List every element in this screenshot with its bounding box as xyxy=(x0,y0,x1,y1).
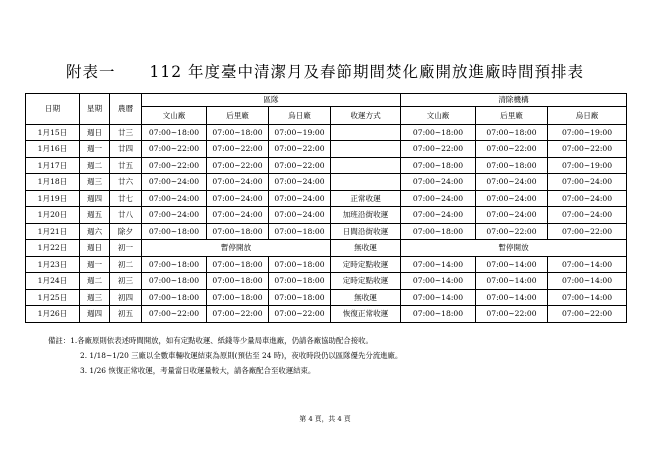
table-row xyxy=(26,256,627,273)
table-cell: 07:00~18:00 xyxy=(207,273,269,290)
table-row xyxy=(26,141,627,158)
table-cell: 暫停開放 xyxy=(401,240,627,257)
table-cell: 無收運 xyxy=(331,240,401,257)
table-cell: 07:00~18:00 xyxy=(269,289,331,306)
table-cell: 週三 xyxy=(80,174,110,191)
table-cell: 07:00~14:00 xyxy=(476,273,548,290)
table-cell: 07:00~24:00 xyxy=(548,190,627,207)
table-cell: 07:00~24:00 xyxy=(401,190,476,207)
table-cell: 廿七 xyxy=(110,190,142,207)
table-cell: 初一 xyxy=(110,240,142,257)
table-cell: 初三 xyxy=(110,273,142,290)
table-row xyxy=(26,157,627,174)
table-cell: 定時定點收運 xyxy=(331,256,401,273)
table-cell: 初五 xyxy=(110,306,142,323)
notes xyxy=(48,333,402,378)
table-cell: 07:00~24:00 xyxy=(142,207,207,224)
table-header-row xyxy=(26,94,627,107)
table-cell xyxy=(331,141,401,158)
table-cell: 07:00~24:00 xyxy=(207,174,269,191)
table-row xyxy=(26,124,627,141)
table-cell: 07:00~18:00 xyxy=(476,124,548,141)
table-cell: 07:00~18:00 xyxy=(142,289,207,306)
table-cell: 廿四 xyxy=(110,141,142,158)
table-cell: 廿五 xyxy=(110,157,142,174)
table-cell: 07:00~24:00 xyxy=(548,174,627,191)
table-cell: 1月18日 xyxy=(26,174,80,191)
table-cell: 07:00~22:00 xyxy=(142,306,207,323)
header-plant: 文山廠 xyxy=(401,106,476,124)
table-cell: 07:00~24:00 xyxy=(401,174,476,191)
page-footer: 第 4 頁，共 4 頁 xyxy=(299,415,351,423)
table-row xyxy=(26,174,627,191)
table-cell: 07:00~22:00 xyxy=(476,306,548,323)
table-cell: 廿三 xyxy=(110,124,142,141)
table-cell: 初四 xyxy=(110,289,142,306)
header-collection-method: 收運方式 xyxy=(331,106,401,124)
table-row xyxy=(26,240,627,257)
table-cell: 07:00~18:00 xyxy=(476,157,548,174)
table-cell: 正常收運 xyxy=(331,190,401,207)
table-cell: 日間沿街收運 xyxy=(331,223,401,240)
table-cell: 07:00~22:00 xyxy=(142,141,207,158)
table-cell: 07:00~18:00 xyxy=(142,223,207,240)
table-cell: 07:00~22:00 xyxy=(476,141,548,158)
table-cell: 週五 xyxy=(80,207,110,224)
notes-label: 備註： xyxy=(48,336,71,345)
header-plant: 后里廠 xyxy=(476,106,548,124)
table-cell: 週日 xyxy=(80,124,110,141)
table-cell: 1月25日 xyxy=(26,289,80,306)
table-cell: 週四 xyxy=(80,190,110,207)
table-row xyxy=(26,273,627,290)
schedule-table xyxy=(25,93,627,323)
table-cell: 07:00~18:00 xyxy=(142,124,207,141)
table-cell: 07:00~24:00 xyxy=(207,190,269,207)
table-cell: 07:00~14:00 xyxy=(548,289,627,306)
table-cell: 1月15日 xyxy=(26,124,80,141)
table-cell: 07:00~24:00 xyxy=(476,190,548,207)
table-cell: 07:00~19:00 xyxy=(269,124,331,141)
table-cell: 07:00~24:00 xyxy=(476,174,548,191)
table-cell: 07:00~24:00 xyxy=(548,207,627,224)
header-plant: 文山廠 xyxy=(142,106,207,124)
table-cell: 廿八 xyxy=(110,207,142,224)
table-cell: 07:00~22:00 xyxy=(142,157,207,174)
table-cell: 1月20日 xyxy=(26,207,80,224)
table-cell: 週一 xyxy=(80,141,110,158)
header-plant: 烏日廠 xyxy=(269,106,331,124)
table-cell: 07:00~18:00 xyxy=(207,256,269,273)
table-cell: 週二 xyxy=(80,273,110,290)
table-cell: 07:00~18:00 xyxy=(269,256,331,273)
note-item: 1.各廠原則依表述時間開放，如有定點收運、紙錢等少量局車進廠，仍請各廠協助配合接收。 xyxy=(70,336,373,345)
table-cell: 07:00~18:00 xyxy=(401,306,476,323)
title-prefix: 附表一 xyxy=(65,63,116,81)
table-cell: 07:00~18:00 xyxy=(207,223,269,240)
table-cell: 07:00~14:00 xyxy=(401,256,476,273)
table-cell: 07:00~24:00 xyxy=(269,190,331,207)
table-cell: 07:00~14:00 xyxy=(548,273,627,290)
table-cell: 07:00~18:00 xyxy=(142,273,207,290)
table-cell: 週一 xyxy=(80,256,110,273)
table-row xyxy=(26,223,627,240)
header-group-district-team: 區隊 xyxy=(142,94,401,107)
document-title xyxy=(0,60,650,82)
table-body xyxy=(26,124,627,322)
table-cell: 07:00~14:00 xyxy=(476,256,548,273)
header-lunar: 農曆 xyxy=(110,94,142,125)
table-cell: 07:00~24:00 xyxy=(476,207,548,224)
table-cell: 週日 xyxy=(80,240,110,257)
title-main: 112 年度臺中清潔月及春節期間焚化廠開放進廠時間預排表 xyxy=(149,63,585,81)
table-cell: 週三 xyxy=(80,289,110,306)
table-cell xyxy=(331,157,401,174)
table-cell xyxy=(331,174,401,191)
header-plant: 烏日廠 xyxy=(548,106,627,124)
table-cell: 07:00~18:00 xyxy=(207,289,269,306)
note-item: 3. 1/26 恢復正常收運，考量當日收運量較大，請各廠配合至收運結束。 xyxy=(80,366,316,375)
table-cell: 07:00~18:00 xyxy=(207,124,269,141)
table-cell: 週四 xyxy=(80,306,110,323)
table-cell: 暫停開放 xyxy=(142,240,331,257)
table-cell: 07:00~14:00 xyxy=(401,273,476,290)
table-cell: 07:00~24:00 xyxy=(142,174,207,191)
table-cell: 1月16日 xyxy=(26,141,80,158)
table-cell: 07:00~22:00 xyxy=(401,141,476,158)
note-item: 2. 1/18~1/20 三廠以全數車輛收運結束為原則(預估至 24 時)，夜收時段仍以區隊優先分流進廠。 xyxy=(80,351,403,360)
table-cell: 1月22日 xyxy=(26,240,80,257)
table-cell: 07:00~22:00 xyxy=(207,141,269,158)
table-cell: 07:00~19:00 xyxy=(548,157,627,174)
table-cell: 恢復正常收運 xyxy=(331,306,401,323)
table-cell: 07:00~24:00 xyxy=(269,207,331,224)
table-cell: 1月21日 xyxy=(26,223,80,240)
table-cell: 07:00~18:00 xyxy=(269,223,331,240)
table-cell: 07:00~22:00 xyxy=(476,223,548,240)
table-cell: 無收運 xyxy=(331,289,401,306)
table-cell: 07:00~18:00 xyxy=(269,273,331,290)
table-row xyxy=(26,289,627,306)
table-row xyxy=(26,306,627,323)
table-cell: 加班沿街收運 xyxy=(331,207,401,224)
table-cell: 07:00~22:00 xyxy=(269,306,331,323)
table-cell: 週二 xyxy=(80,157,110,174)
table-cell: 1月17日 xyxy=(26,157,80,174)
table-cell: 初二 xyxy=(110,256,142,273)
table-cell: 除夕 xyxy=(110,223,142,240)
table-cell: 07:00~24:00 xyxy=(142,190,207,207)
table-cell: 07:00~14:00 xyxy=(401,289,476,306)
table-cell: 07:00~24:00 xyxy=(207,207,269,224)
table-cell xyxy=(331,124,401,141)
header-group-cleaning-agency: 清除機構 xyxy=(401,94,627,107)
table-cell: 07:00~24:00 xyxy=(401,207,476,224)
table-cell: 07:00~24:00 xyxy=(269,174,331,191)
header-weekday: 星期 xyxy=(80,94,110,125)
table-cell: 1月26日 xyxy=(26,306,80,323)
table-cell: 07:00~18:00 xyxy=(142,256,207,273)
table-cell: 07:00~22:00 xyxy=(207,157,269,174)
table-cell: 07:00~22:00 xyxy=(207,306,269,323)
table-cell: 07:00~22:00 xyxy=(548,306,627,323)
table-cell: 07:00~22:00 xyxy=(269,141,331,158)
header-date: 日期 xyxy=(26,94,80,125)
table-cell: 07:00~19:00 xyxy=(548,124,627,141)
table-cell: 07:00~14:00 xyxy=(476,289,548,306)
table-cell: 07:00~18:00 xyxy=(401,157,476,174)
table-cell: 07:00~14:00 xyxy=(548,256,627,273)
table-cell: 07:00~22:00 xyxy=(269,157,331,174)
table-row xyxy=(26,190,627,207)
table-cell: 週六 xyxy=(80,223,110,240)
table-cell: 1月19日 xyxy=(26,190,80,207)
table-cell: 廿六 xyxy=(110,174,142,191)
table-cell: 07:00~22:00 xyxy=(548,223,627,240)
table-row xyxy=(26,207,627,224)
table-cell: 定時定點收運 xyxy=(331,273,401,290)
table-cell: 1月23日 xyxy=(26,256,80,273)
table-cell: 07:00~18:00 xyxy=(401,124,476,141)
table-cell: 07:00~18:00 xyxy=(401,223,476,240)
table-cell: 07:00~22:00 xyxy=(548,141,627,158)
header-plant: 后里廠 xyxy=(207,106,269,124)
table-cell: 1月24日 xyxy=(26,273,80,290)
